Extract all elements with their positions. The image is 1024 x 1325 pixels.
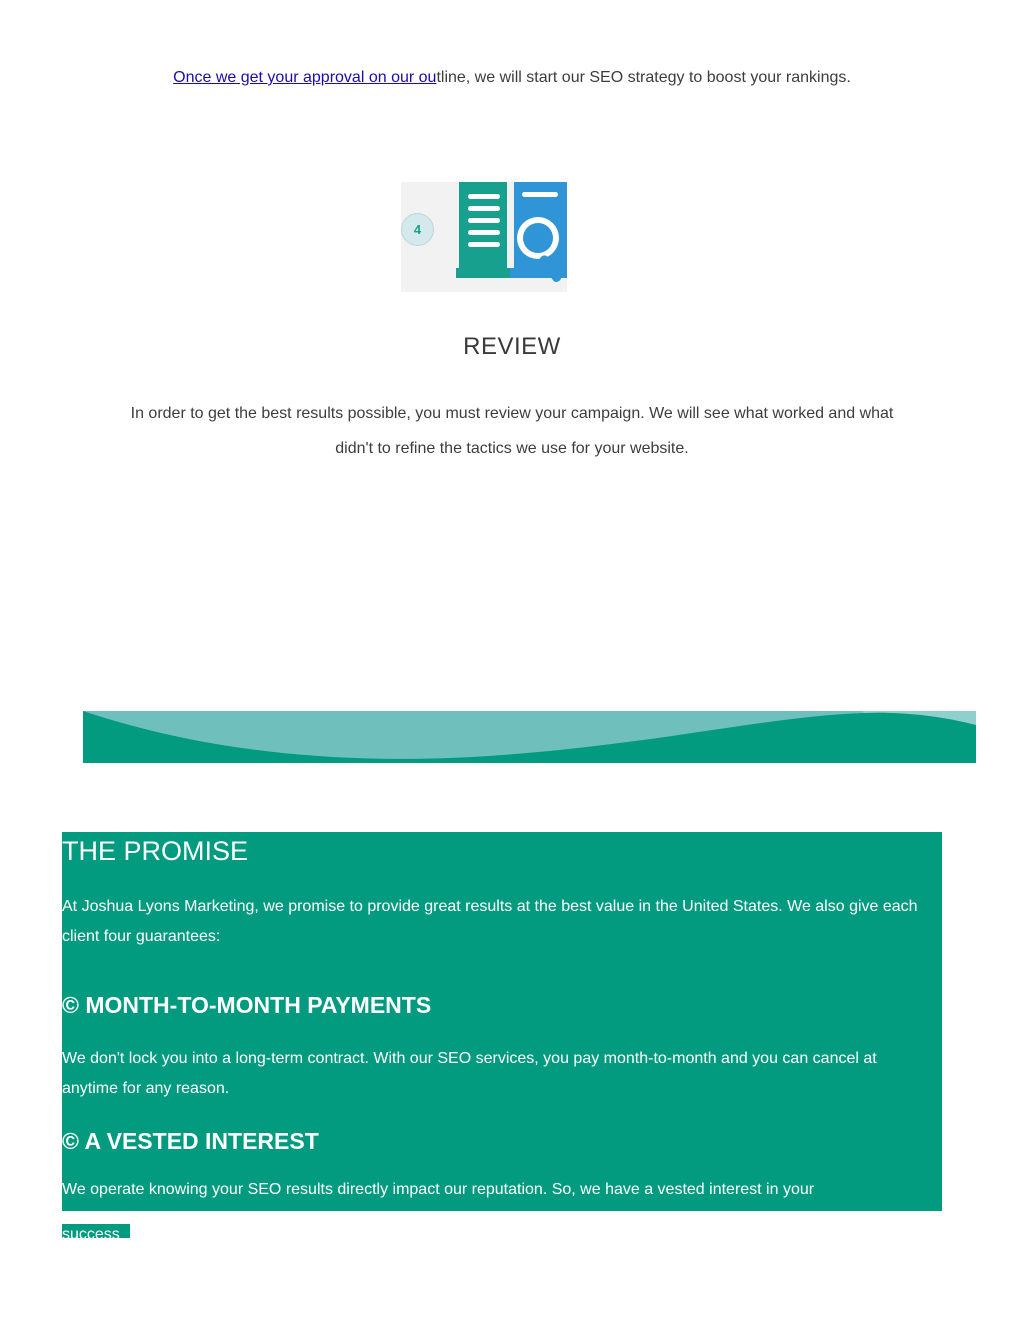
- guarantee-text: We operate knowing your SEO results directly impact our reputation. So, we have a vested interest in your: [62, 1181, 815, 1198]
- book-search-icon: [456, 182, 567, 292]
- step-graphic: [401, 182, 567, 292]
- approval-link[interactable]: Once we get your approval on our ou: [173, 69, 437, 86]
- guarantee-title: © MONTH-TO-MONTH PAYMENTS: [62, 992, 432, 1018]
- step-description: In order to get the best results possible, you must review your campaign. We will see what worked and what didn't to refine the tactics we use for your website.: [130, 405, 894, 457]
- overflow-text-block: [62, 1224, 130, 1238]
- promise-lead: At Joshua Lyons Marketing, we promise to provide great results at the best value in the United States. We also give each client four guarantees:: [62, 898, 918, 945]
- wave-divider: [83, 711, 976, 763]
- promise-heading: THE PROMISE: [62, 836, 249, 866]
- guarantee-title: © A VESTED INTEREST: [62, 1128, 319, 1154]
- step-title: REVIEW: [463, 333, 561, 360]
- intro-paragraph: [150, 62, 874, 94]
- overflow-word: success: [62, 1226, 120, 1238]
- step-number-badge: 4: [401, 213, 434, 246]
- promise-section: [62, 832, 942, 1211]
- guarantee-text: We don't lock you into a long-term contract. With our SEO services, you pay month-to-month and you can cancel at anytime for any reason.: [62, 1050, 877, 1097]
- intro-text: tline, we will start our SEO strategy to boost your rankings.: [436, 69, 851, 86]
